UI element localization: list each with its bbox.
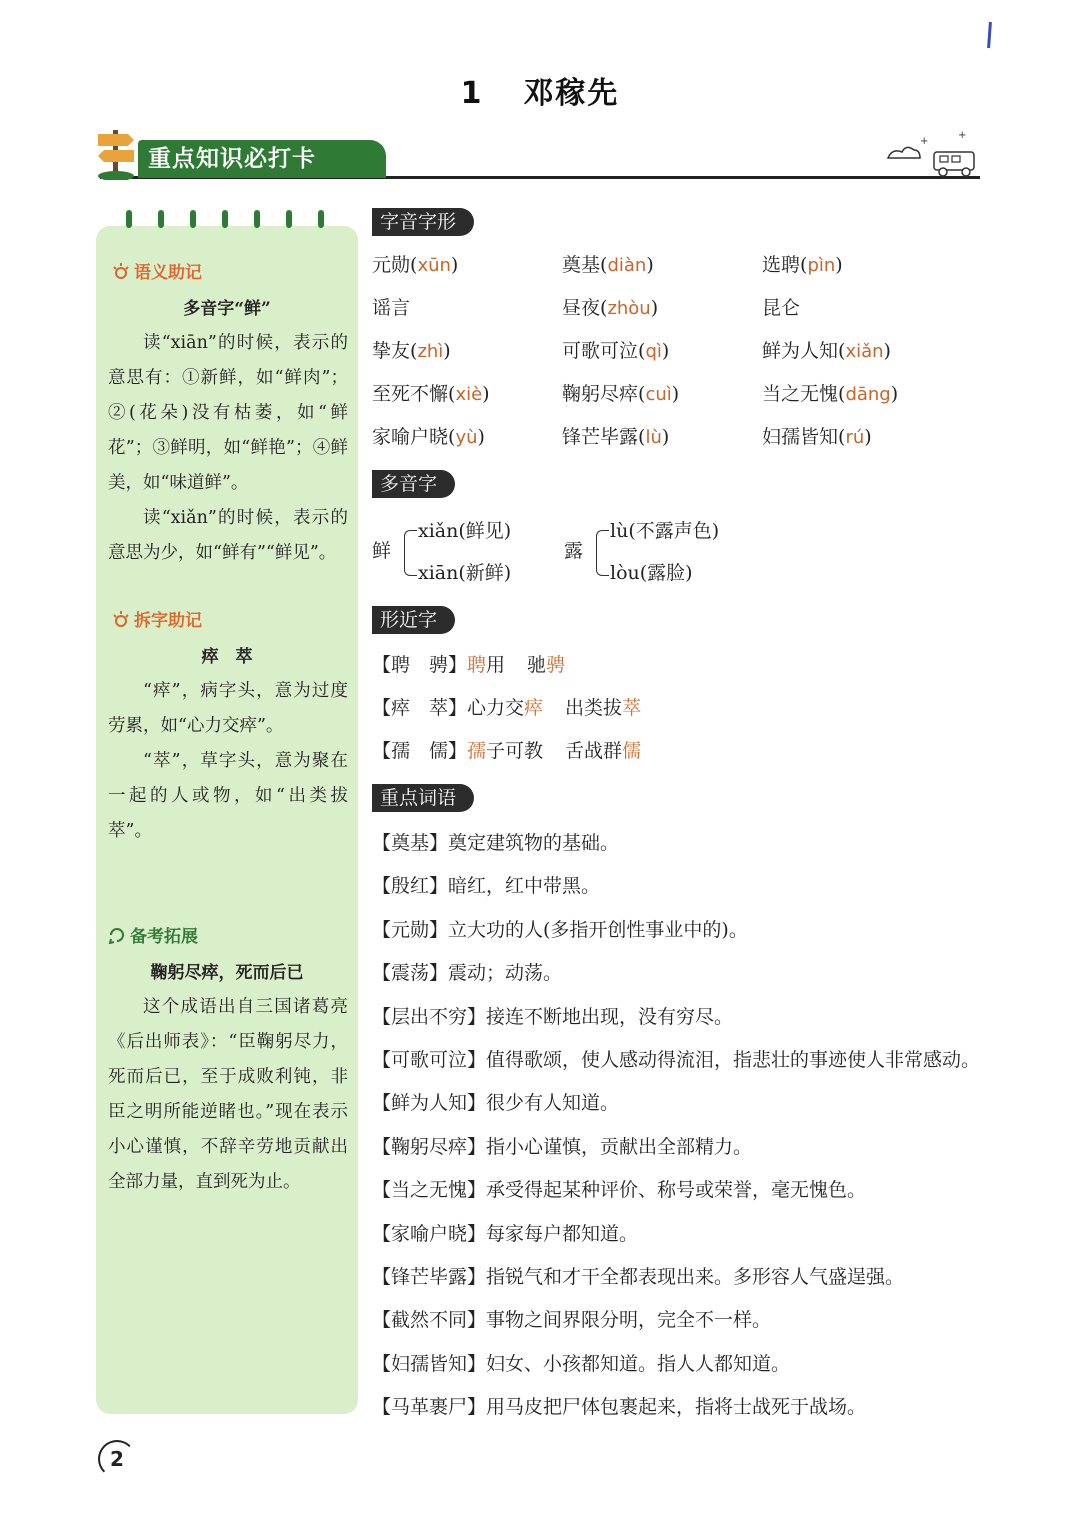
- zdcy-term: 【鲜为人知】: [372, 1092, 487, 1115]
- zdcy-term: 【马革裹尸】: [372, 1396, 487, 1419]
- zdcy-definition: 接连不断地出现，没有穷尽。: [486, 1005, 734, 1028]
- sidebar-text-chaizi: “瘁”，病字头，意为过度劳累，如“心力交瘁”。 “萃”，草字头，意为聚在一起的人或物，如“出类拔萃”。: [108, 681, 348, 841]
- sidebar-text-yiyi: 读“xiān”的时候，表示的意思有：①新鲜，如“鲜肉”；②(花朵)没有枯萎，如“鲜花”；③鲜明，如“鲜艳”；④鲜美，如“味道鲜”。 读“xiǎn”的时候，表示的意思为少，如“鲜有”“鲜见”。: [108, 333, 348, 563]
- section-tag-dyz: 多音字: [372, 470, 455, 498]
- pen-mark: [987, 22, 992, 48]
- zyzx-word: 至死不懈: [372, 383, 449, 405]
- zyzx-pinyin: diàn: [607, 255, 647, 276]
- zyzx-word: 选聘: [762, 254, 801, 276]
- zdcy-definition: 震动；动荡。: [448, 962, 563, 985]
- zdcy-definition: 妇女、小孩都知道。指人人都知道。: [486, 1352, 791, 1375]
- zyzx-cell: 元勋(xūn): [372, 254, 459, 276]
- zdcy-item: [372, 1262, 904, 1292]
- page-number: 2: [98, 1440, 136, 1478]
- zdcy-item: [372, 1088, 619, 1118]
- zdcy-definition: 很少有人知道。: [486, 1092, 620, 1115]
- lesson-name: 邓稼先: [523, 76, 620, 111]
- zyzx-word: 昼夜: [562, 297, 601, 319]
- zdcy-item: [372, 958, 562, 988]
- lightbulb-icon: [112, 262, 130, 280]
- zdcy-term: 【妇孺皆知】: [372, 1352, 487, 1375]
- section-tag-xjz: 形近字: [372, 606, 455, 634]
- zdcy-item: [372, 1045, 980, 1075]
- zyzx-cell: [372, 293, 410, 323]
- zyzx-pinyin: xiè: [455, 384, 483, 405]
- zyzx-word: 鞠躬尽瘁: [562, 383, 639, 405]
- zdcy-item: [372, 1349, 790, 1379]
- zyzx-pinyin: xūn: [417, 255, 451, 276]
- zyzx-word: 元勋: [372, 254, 411, 276]
- zyzx-word: 妇孺皆知: [762, 426, 839, 448]
- zdcy-definition: 奠定建筑物的基础。: [448, 832, 620, 854]
- zyzx-cell: 妇孺皆知(rú): [762, 426, 872, 448]
- zdcy-term: 【可歌可泣】: [372, 1049, 487, 1071]
- zdcy-item: [372, 1392, 866, 1422]
- svg-text:+: +: [920, 136, 929, 147]
- lesson-number: 1: [460, 76, 484, 111]
- dyz-reading: lù(不露声色): [610, 520, 720, 542]
- zyzx-word: 挚友: [372, 340, 411, 362]
- zdcy-definition: 事物之间界限分明，完全不一样。: [486, 1309, 772, 1332]
- zyzx-word: 昆仑: [762, 297, 801, 319]
- zdcy-term: 【鞠躬尽瘁】: [372, 1135, 487, 1158]
- zdcy-term: 【殷红】: [372, 875, 449, 898]
- zyzx-cell: 奠基(diàn): [562, 254, 654, 276]
- sidebar-heading-beikao: 备考拓展: [108, 922, 198, 947]
- zdcy-term: 【震荡】: [372, 962, 449, 985]
- zyzx-cell: 挚友(zhì): [372, 340, 451, 362]
- zdcy-definition: 暗红，红中带黑。: [448, 875, 601, 898]
- zdcy-item: [372, 1132, 752, 1162]
- zyzx-word: 奠基: [562, 254, 601, 276]
- zyzx-cell: 当之无愧(dāng): [762, 383, 899, 405]
- zyzx-word: 可歌可泣: [562, 340, 639, 362]
- zdcy-term: 【当之无愧】: [372, 1179, 487, 1202]
- zyzx-word: 鲜为人知: [762, 340, 839, 362]
- zyzx-pinyin: dāng: [845, 384, 891, 405]
- zyzx-pinyin: lù: [645, 427, 662, 448]
- zyzx-pinyin: pìn: [807, 255, 836, 276]
- sidebar-heading-chaizi: 拆字助记: [112, 606, 202, 631]
- dyz-char: 露: [564, 540, 584, 562]
- zyzx-cell: 可歌可泣(qì): [562, 340, 670, 362]
- zyzx-cell: 昼夜(zhòu): [562, 297, 659, 319]
- xjz-row: 【瘁 萃】心力交瘁 出类拔萃: [372, 697, 642, 719]
- signpost-icon: [94, 124, 138, 180]
- sidebar-text-beikao: 这个成语出自三国诸葛亮《后出师表》：“臣鞠躬尽力，死而后已，至于成败利钝，非臣之明所能逆睹也。”现在表示小心谨慎，不辞辛劳地贡献出全部力量，直到死为止。: [108, 997, 348, 1192]
- xjz-row: 【孺 儒】孺子可教 舌战群儒: [372, 740, 642, 762]
- zyzx-cell: [762, 293, 800, 323]
- zdcy-term: 【奠基】: [372, 832, 449, 854]
- zdcy-item: [372, 1219, 638, 1249]
- zdcy-item: [372, 915, 748, 945]
- zdcy-term: 【截然不同】: [372, 1309, 487, 1332]
- zyzx-word: 家喻户晓: [372, 426, 449, 448]
- zyzx-pinyin: qì: [645, 341, 662, 362]
- zyzx-cell: 选聘(pìn): [762, 254, 843, 276]
- zdcy-definition: 指锐气和才干全都表现出来。多形容人气盛逞强。: [486, 1266, 905, 1288]
- zyzx-cell: 至死不懈(xiè): [372, 383, 490, 405]
- dyz-char: 鲜: [372, 540, 392, 562]
- dyz-reading: lòu(露脸): [610, 562, 693, 584]
- zyzx-pinyin: zhòu: [607, 298, 651, 319]
- xjz-row: 【聘 骋】聘用 驰骋: [372, 654, 566, 676]
- zdcy-item: [372, 1175, 866, 1205]
- zyzx-pinyin: xiǎn: [845, 341, 884, 362]
- zyzx-cell: 鞠躬尽瘁(cuì): [562, 383, 680, 405]
- banner-title: 重点知识必打卡: [138, 140, 386, 178]
- lesson-title: [0, 68, 1080, 112]
- zdcy-item: [372, 1305, 771, 1335]
- zyzx-pinyin: zhì: [417, 341, 444, 362]
- zyzx-cell: 锋芒毕露(lù): [562, 426, 670, 448]
- zyzx-cell: 鲜为人知(xiǎn): [762, 340, 891, 362]
- section-tag-zdcy: 重点词语: [372, 784, 474, 812]
- camper-van-icon: [880, 128, 980, 180]
- zyzx-pinyin: yù: [455, 427, 478, 448]
- zdcy-term: 【层出不穷】: [372, 1005, 487, 1028]
- sidebar-heading-yiyi: 语义助记: [112, 258, 202, 283]
- brace: [596, 530, 609, 576]
- sidebar-subtitle-chaizi: 瘁 萃: [201, 647, 253, 667]
- zyzx-cell: 家喻户晓(yù): [372, 426, 485, 448]
- zyzx-pinyin: cuì: [645, 384, 672, 405]
- zdcy-definition: 指小心谨慎，贡献出全部精力。: [486, 1135, 753, 1158]
- zdcy-term: 【锋芒毕露】: [372, 1266, 487, 1288]
- zdcy-definition: 承受得起某种评价、称号或荣誉，毫无愧色。: [486, 1179, 867, 1202]
- sidebar-subtitle-yiyi: 多音字“鲜”: [183, 299, 271, 319]
- zdcy-definition: 用马皮把尸体包裹起来，指将士战死于战场。: [486, 1396, 867, 1419]
- brace: [404, 530, 417, 576]
- section-tag-zyzx: 字音字形: [372, 208, 474, 236]
- lightbulb-icon: [112, 610, 130, 628]
- zdcy-item: [372, 871, 600, 901]
- zdcy-definition: 值得歌颂，使人感动得流泪，指悲壮的事迹使人非常感动。: [486, 1049, 981, 1071]
- dyz-reading: xiǎn(鲜见): [418, 520, 512, 542]
- zyzx-pinyin: rú: [845, 427, 865, 448]
- expand-icon: [108, 926, 126, 944]
- binder-rings: [120, 210, 340, 230]
- zdcy-item: [372, 828, 619, 858]
- zdcy-definition: 每家每户都知道。: [486, 1222, 639, 1245]
- sidebar-subtitle-beikao: 鞠躬尽瘁，死而后已: [150, 963, 304, 983]
- svg-text:+: +: [958, 130, 967, 141]
- zyzx-word: 谣言: [372, 297, 411, 319]
- zdcy-term: 【元勋】: [372, 918, 449, 941]
- zdcy-term: 【家喻户晓】: [372, 1222, 487, 1245]
- zdcy-definition: 立大功的人(多指开创性事业中的)。: [448, 918, 748, 941]
- zyzx-word: 锋芒毕露: [562, 426, 639, 448]
- zdcy-item: [372, 1002, 733, 1032]
- zyzx-word: 当之无愧: [762, 383, 839, 405]
- dyz-reading: xiān(新鲜): [418, 562, 512, 584]
